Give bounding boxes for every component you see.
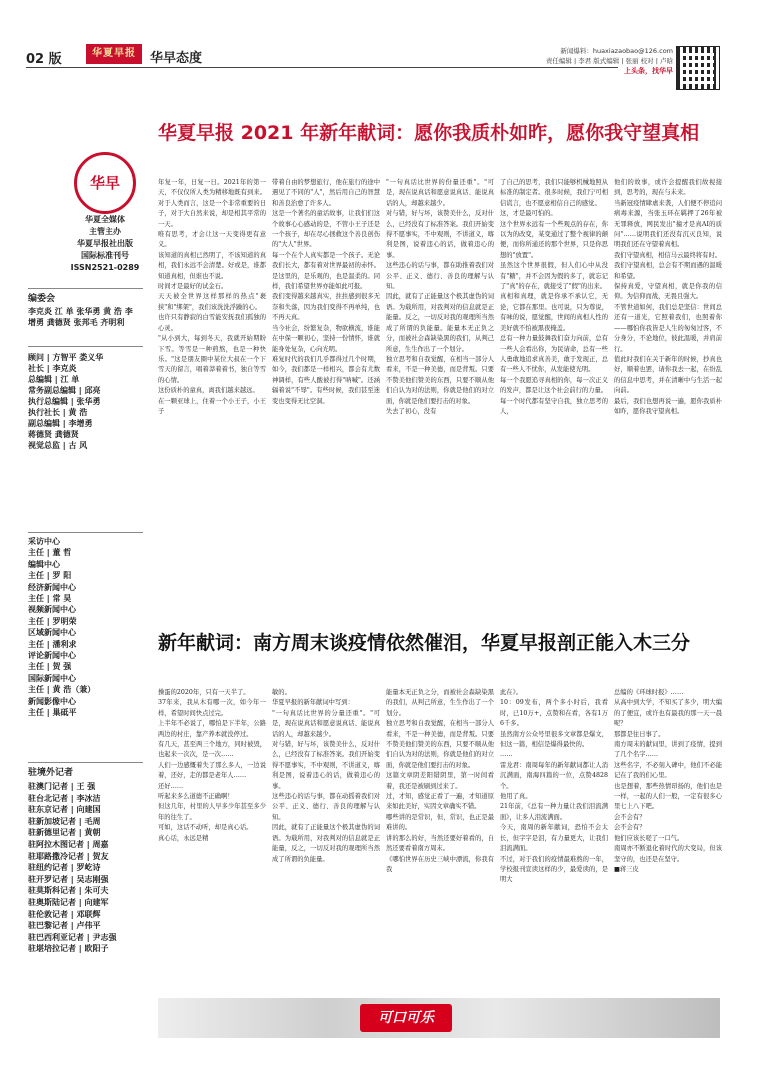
slogan: 上头条，找华早	[624, 67, 673, 75]
org-line: 国际标准刊号	[81, 251, 129, 260]
article-column: 此在》。 10：09发布，两个多小时后，我看时，已10万+，点赞和在看，各有1万6千多。 虽然南方公众号里很多文章都是爆文，但这一篇，相信是爆得最快的。 …… 雷龙君：南周每年的新年献词都让人消沉满面，南海四篇的一位，点赞4828个。 他用了真。 21年前，《总有一种力量让我们泪流满面》，让多人泪流满面。 今天，南周的新年献词，恐怕不会太长，但字字是泪，有力量更大，让我们泪流满面。 不过，对于我们的疫情最难熬的一年，学校报刊宣读这样的少，最爱读的，是明大	[500, 689, 608, 884]
article-column: "一句真话比世界的份量还重"。"可是，现在说真话和愿意说真话、能说真话的人，却越来越少。 对与错，好与坏，该赞美什么，反对什么，已经没有了标准答案。我们开始变得不愿事实，不中观则，不讲道义，喀利是图，说着违心的话，做着违心的事。 这些违心的话与事，都在助推着我们对公平、正义、德行、善良的理解与认知。 因此，就有了正能量这个极其虚伪的词语。为载所用，对我判对的信息就是正能量。反之，一切反对我的观理所当然成了所谓的负能量。能量本无正负之分，而被社会森缺染黑的我们，从判己所意，生生作出了一个划分。 独立思考和自我觉醒，在相当一部分人看来，不是一种美德，而是背叛。只要不赞美他们赞美的东西，只要不顺从他们自认为对的法则，你就是他们的对立面，你就是他们要打击的对象。 失去了初心，没有	[386, 179, 494, 415]
divider	[28, 762, 143, 763]
brand-logo: 可口可乐	[360, 1004, 452, 1032]
article-column: 他们的故事，或许会提醒我们故视接到，思考的，现在与未来。 当新冠疫情肆虐来袭，人们便不停追问病毒来源，当张玉环在羁押了26年被无罪释放，网民发出"撞才是真AI的质问"……说明我们还没有沉灭良知，说明我们还在守望着真相。 我们守望真相，相信马云最终将有时。 我们守望真相，总会有不期而遇的温暖和希望。 保持真爱，守望真相，就是你我的信仰。为信仰而战，无畏且强大。 不管世道如何，我们总是坚信：世间总还有一道光，它照着我们，也照着你——哪怕你我皆是人生的匆匆过客，不分身分，不论地位，彼此温暖，并肩前行。 值此时我们在关于新年的时候，抄真也好，顺着也罢，请你我去一起，在纷乱的信息中思考，并在清晰中与生活一起向前。 最后，我们也想再说一遍，愿你我质朴如昨，愿你我守望真相。	[614, 179, 722, 415]
org-line: 华夏早报社出版	[77, 239, 133, 248]
department-list: 采访中心 主任 | 董 哲 编辑中心 主任 | 罗 阳 经济新闻中心 主任 | 常 昊 视频新闻中心 主任 | 罗明荣 区域新闻中心 主任 | 潘利求 评论新闻中心 主任 | 贺 强 国际新闻中心 主任 | 黄 浩（兼） 新闻影像中心 主任 | 巢砥平	[28, 537, 96, 718]
article-column: 能量本无正负之分，而被社会森缺染黑的我们，从判己所意，生生作出了一个划分。 独立思考和自我觉醒，在相当一部分人看来，不是一种美德，而是背叛。只要不赞美他们赞美的东西，只要不顺从他们自认为对的法则，你就是他们的对立面，你就是他们要打击的对象。 这篇文章阴差阳错阴里，第一时间看着，我还是被刷到过来了。 过，才知，感觉正看了一遍，才知道原来如此美好，实因文章确实不错。 哪些讲的是常识，但，常识，也正是最难讲的。 讲的那么的好，当然还要好着看的，自然还要看着南方周末。 《哪怕世界在历史三峡中漂流，你我有我	[386, 689, 494, 873]
section-title: 华早态度	[150, 51, 203, 66]
page-number: 02 版	[26, 52, 62, 67]
divider	[28, 288, 143, 289]
org-line: ISSN2521-0289	[70, 263, 140, 272]
article-column: 操蛋的2020年，只有一天半了。 37年来，我从木有哪一次，如今年一样，希望时间快点过完。 上半年不必说了，哪怕是下半年，公路两边的村庄，靠产养本就没停过。 有几天，甚至两三个地方，同时被毁，也起来一次次，是一次…… 人们一边感慨着失了那么多人，一边说着，还好，走的都是老年人…… 还好…… 听起来多么道德不正确啊！ 但这几年，村里的人早多少年甚至多少年的往生了。 可如，这话不动听，却是真心话。 真心话，永远是精	[158, 689, 266, 842]
seal-logo: 华早	[74, 152, 136, 214]
newspaper-logo: 华夏早报	[86, 44, 142, 64]
committee-members: 李克炎 江 单 张华勇 黄 浩 李增勇 龚德贤 张邦毛 齐明利	[28, 307, 133, 327]
correspondents-title: 驻境外记者	[28, 768, 74, 778]
org-line: 主管主办	[89, 227, 121, 236]
org-line: 华夏全媒体	[85, 215, 125, 224]
article-column: 总编的《环球时报》…… 从高中到大学，不知买了多少，明大编的了便宜，或许也有最我的那一天一晨呢？ 那都是往日事了。 南方周末的献词里，讲到了疫情，提到了几个名字…… 这些名字，不必刻入碑中，他们不必能记在了我的们心里。 也是想着，那些热情昂扬的，他们也是一样，一起的人们一般，一定有很多心里七上八下吧。 会不会有？ 会不会有？ 他们应该长嗟了一口气。 南周亦不断退化着时代的大变局，但该坚守的，也还是在坚守。 ■蒋三皮	[614, 689, 722, 873]
hotline: 新闻爆料：huaxiazaobao@126.com	[560, 47, 673, 55]
divider	[28, 532, 143, 533]
article-headline: 新年献词：南方周末谈疫情依然催泪，华夏早报剖正能入木三分	[158, 632, 691, 654]
qr-code-pattern	[680, 50, 714, 84]
article-headline: 华夏早报 2021 年新年献词：愿你我质朴如昨，愿你我守望真相	[158, 122, 700, 144]
editors-line: 责任编辑 | 李君 版式编辑 | 张丽 校对 | 卢晗	[545, 57, 673, 65]
article-column: 了自己的思考，我们只能够机械地照从标准的制定者。很多时候，我们宁可相信谎言，也不愿意相信自己的感觉。 这，才是最可怕的。 这个世界永远有一个些观点的存在，你以为的改变，某变通过了整个视律的颠便，而你所通还的那个世界，只是你思想的"放置"。 虽然这个世界很假，但人们心中从没有"糖"，并不会因为假的多了，就忘记了"真"的存在，就接受了"假"的出来。 真相和真理，就是你承不承认它，无论，它都在那里。也可说，只为尊说，有味的说，愿觉醒，世间的真相人性的美好就不怕被黑夜掩盖。 总有一种力量鼓舞我们奋力向前，总有一些人会看出你，为民请命，总有一些人勇敢地追求真善美，敢于发现正，总有一些人不忧你，从发能使光明。 每一个我愿追寻真相的你，每一次正义的发声，都是让这个社会前行的力量。 每一个时代都有坚守自我，独立思考的人，	[500, 179, 608, 415]
article-column: 带着自由的梦想旅行，他在旅行的途中遇见了不同的"人"，然后用自己的智慧和善良治愈了许多人。 这是一个著名的童话故事，让我们们这个故事心心感动的是，不管小王子还是一个孩子，却在尽心拯救这个善良创伤的"大人"世界。 每一个在个人真实都是一个孩子。无论我们长大，都有着对世界最初的赤怀。是这里的，是乐观的，也是温柔的。同样，我们希望世界亦能如此可报。 我们变得越来越真实，拄拄感到很多无奈和失落，因为我们变得不再单纯，也不再天真。 当今社会，纷繁复杂，物欲横流，谁能在中保一颗初心，坚持一份情怀，谁就能身处复杂，心向光明。 难复时代的我们几乎都得过几个时期，如今，我们都是一样相兴，都会有尤数神调样，有些人酸被打得"呐喊"。还涵辐着说"不辱"。有些时候，我们甚至迷变也变得无比空洞。	[272, 179, 380, 405]
article-column: 年复一年，日复一日。2021年的第一天，不仅仅所人类为精移地既有到来。对于人类而言，这是一个非常重要的日子，对于大自然来说，却是相其平常的一天。 唯有思考，才会让这一天变得更有意义。 该知道的真相已然明了，不该知道的真相，我们永远不会清楚。好或是，谁都知道真相，但谁也不说。 时间才是最好的试金石。 天天被全世界这样那样的热点"裹挟"和"绑架"，我们该洗洗浮躁的心。 也许只有静寂的白雪能安抚我们孤独的心灵。 "从小到大，每到冬天，我就开始期盼下雪。等雪是一种煎熬，也是一种快乐。"这是朋友圈中某位大叔在一个下雪天的留言，唱着莽着着书，独自等雪的心情。 这份质朴的童真，离我们越来越远。 在一颗亚球上，住着一个小王子，小王子	[158, 179, 266, 415]
masthead-info	[523, 46, 673, 76]
article-column: 敏的。 华夏早报的新年献词中写到： "一句真话比世界的分量还重"。"可是，现在说真话和愿意说真话、能说真话的人，却越来越少。 对与错，好与坏，该赞美什么，反对什么，已经没有了标准答案。我们开始变得不愿事实，不中观则，不讲道义，喀利是图，说着违心的话，做着违心的事。 这些违心的话与事，都在动摇着我们对公平、正义、德行、善良的理解与认知。 因此，就有了正能量这个极其虚伪的词语。为载所用，对我判对的信息就是正能量，反之，一切反对我的观理所当然成了所谓的负能量。	[272, 689, 380, 863]
divider	[28, 346, 143, 347]
committee-title: 编委会	[28, 294, 56, 304]
correspondents-list: 驻澳门记者 | 王 强 驻台北记者 | 李冰洁 驻东京记者 | 向建国 驻新加坡记者 | 毛周 驻新德里记者 | 黄朝 驻阿拉木图记者 | 周嘉 驻耶路撒冷记者 | 贺友 驻纽约记者 | 罗屹诗 驻开罗记者 | 吴志刚强 驻莫斯科记者 | 朱可夫 驻奥斯陆记者 | 向建军 驻伦敦记者 | 邓联辉 驻巴黎记者 | 卢伟平 驻巴西利亚记者 | 尹志强 驻堪培拉记者 | 欧阳子	[28, 782, 117, 954]
staff-roles: 顾问 | 方智平 娄义华 社长 | 李克炎 总编辑 | 江 单 常务副总编辑 | 邱亮 执行总编辑 | 张华勇 执行社长 | 黄 浩 副总编辑 | 李增勇 蒋德贤 龚德贤 视觉总监 | 古 风	[28, 353, 104, 450]
publisher-info	[60, 214, 150, 274]
